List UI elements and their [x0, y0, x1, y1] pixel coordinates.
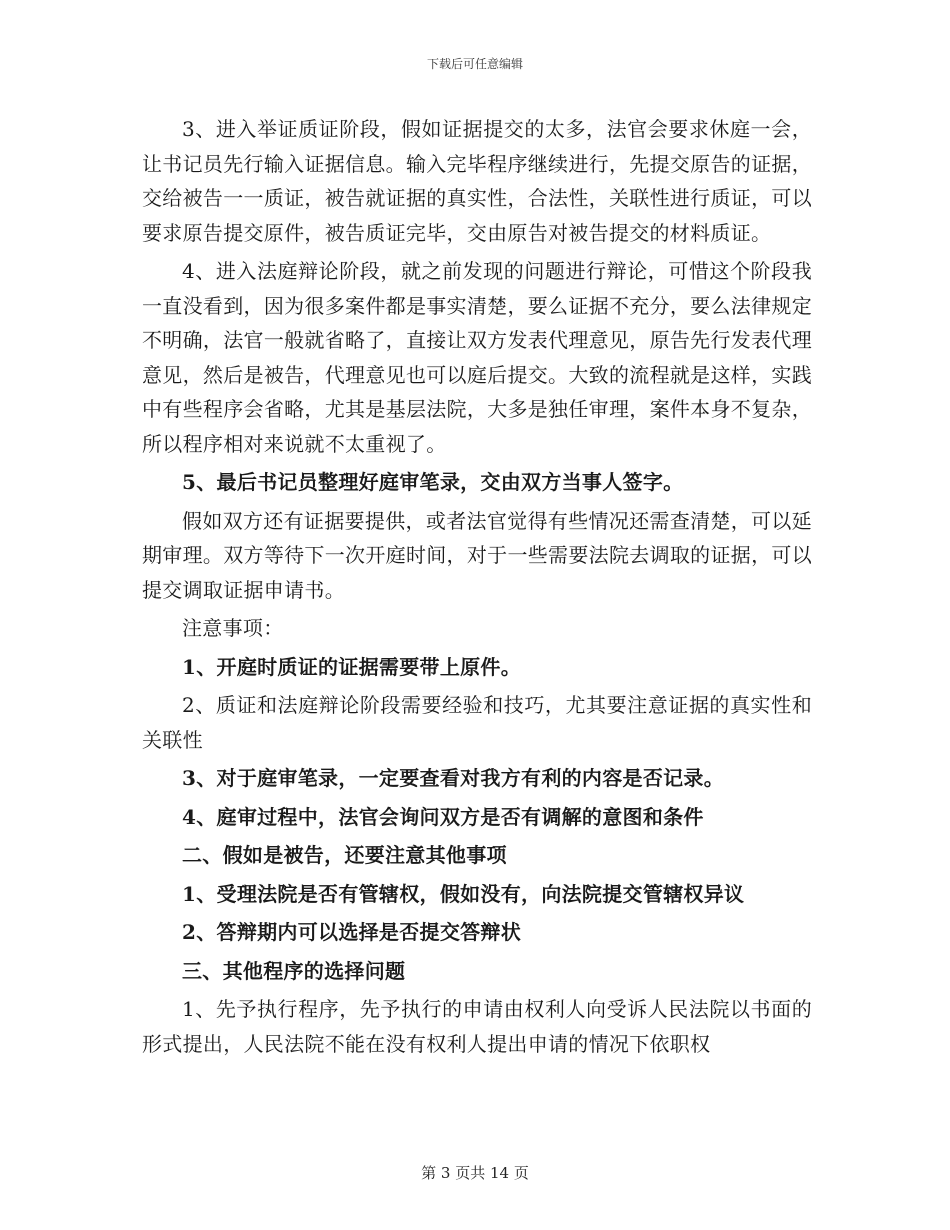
- section-heading-other-procedures: 三、其他程序的选择问题: [182, 958, 406, 983]
- procedure-item-1: 1、先予执行程序，先予执行的申请由权利人向受诉人民法院以书面的形式提出，人民法院不能在没有权利人提出申请的情况下依职权: [142, 997, 812, 1056]
- page-header: 下载后可任意编辑: [426, 57, 523, 71]
- paragraph-postpone: 假如双方还有证据要提供，或者法官觉得有些情况还需查清楚，可以延期审理。双方等待下一次开庭时间，对于一些需要法院去调取的证据，可以提交调取证据申请书。: [142, 508, 812, 602]
- page-footer: 第 3 页共 14 页: [421, 1164, 529, 1182]
- section-heading-defendant: 二、假如是被告，还要注意其他事项: [182, 843, 507, 867]
- paragraph-sign-record: 5、最后书记员整理好庭审笔录，交由双方当事人签字。: [182, 470, 684, 494]
- note-item-4: 4、庭审过程中，法官会询问双方是否有调解的意图和条件: [182, 804, 704, 829]
- paragraph-notes-heading: 注意事项：: [182, 616, 284, 640]
- paragraph-debate-stage: 4、进入法庭辩论阶段，就之前发现的问题进行辩论，可惜这个阶段我一直没看到，因为很多案件都是事实清楚，要么证据不充分，要么法律规定不明确，法官一般就省略了，直接让双方发表代理意见，原告先行发表代理意见，然后是被告，代理意见也可以庭后提交。大致的流程就是这样，实践中有些程序会省略，尤其是基层法院，大多是独任审理，案件本身不复杂，所以程序相对来说就不太重视了。: [142, 259, 812, 456]
- defendant-item-2: 2、答辩期内可以选择是否提交答辩状: [182, 920, 522, 944]
- defendant-item-1: 1、受理法院是否有管辖权，假如没有，向法院提交管辖权异议: [182, 881, 745, 906]
- note-item-1: 1、开庭时质证的证据需要带上原件。: [182, 654, 522, 679]
- note-item-2: 2、质证和法庭辩论阶段需要经验和技巧，尤其要注意证据的真实性和关联性: [142, 693, 812, 752]
- note-item-3: 3、对于庭审笔录，一定要查看对我方有利的内容是否记录。: [182, 766, 725, 790]
- paragraph-evidence-stage: 3、进入举证质证阶段，假如证据提交的太多，法官会要求休庭一会，让书记员先行输入证据信息。输入完毕程序继续进行，先提交原告的证据，交给被告一一质证，被告就证据的真实性，合法性，关联性进行质证，可以要求原告提交原件，被告质证完毕，交由原告对被告提交的材料质证。: [142, 117, 812, 245]
- document-body: [142, 112, 812, 1065]
